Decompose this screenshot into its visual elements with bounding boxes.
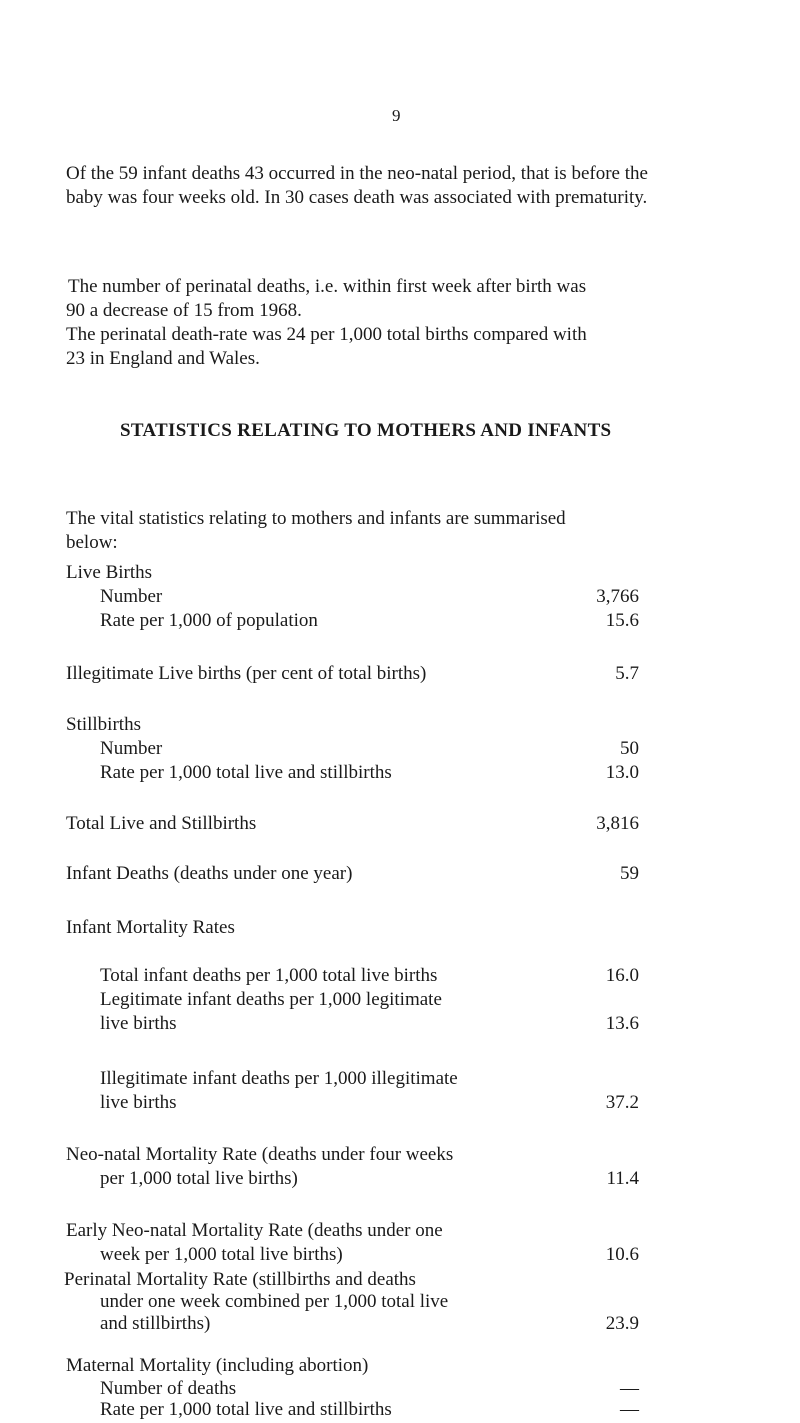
infant-deaths-label: Infant Deaths (deaths under one year) <box>66 863 353 884</box>
neonatal-label: Neo-natal Mortality Rate (deaths under four weeks <box>66 1144 454 1165</box>
infant-mortality-illegit-label: Illegitimate infant deaths per 1,000 illegitimate <box>100 1068 458 1089</box>
paragraph-perinatal <box>66 275 666 371</box>
live-births-rate-label: Rate per 1,000 of population <box>100 610 318 631</box>
infant-mortality-total-value: 16.0 <box>605 965 639 986</box>
infant-mortality-illegit-label-cont: live births <box>100 1092 177 1113</box>
paragraph-line: 90 a decrease of 15 from 1968. <box>66 300 302 321</box>
perinatal-label-cont: under one week combined per 1,000 total live <box>100 1291 449 1312</box>
stillbirths-rate-label: Rate per 1,000 total live and stillbirths <box>100 762 392 783</box>
maternal-rate-label: Rate per 1,000 total live and stillbirths <box>100 1399 392 1420</box>
maternal-rate-value: — <box>620 1399 639 1420</box>
neonatal-label-cont: per 1,000 total live births) <box>100 1168 298 1189</box>
intro-text <box>66 507 666 555</box>
paragraph-line <box>66 275 666 299</box>
infant-deaths-value: 59 <box>620 863 639 884</box>
live-births-number-label: Number <box>100 586 163 607</box>
early-neonatal-label-cont: week per 1,000 total live births) <box>100 1244 343 1265</box>
stillbirths-number-label: Number <box>100 738 163 759</box>
perinatal-label: Perinatal Mortality Rate (stillbirths and deaths <box>64 1269 416 1290</box>
maternal-number-label: Number of deaths <box>100 1378 237 1399</box>
page-number: 9 <box>392 106 401 125</box>
infant-mortality-legit-value: 13.6 <box>605 1013 639 1034</box>
infant-mortality-legit-label-cont: live births <box>100 1013 177 1034</box>
illegitimate-value: 5.7 <box>615 663 639 684</box>
infant-mortality-legit-label: Legitimate infant deaths per 1,000 legitimate <box>100 989 442 1010</box>
paragraph-line: 23 in England and Wales. <box>66 348 260 369</box>
intro-line: below: <box>66 532 118 553</box>
paragraph-line: The perinatal death-rate was 24 per 1,000 total births compared with <box>66 324 587 345</box>
maternal-number-value: — <box>620 1378 639 1399</box>
perinatal-value: 23.9 <box>605 1313 639 1334</box>
section-heading: STATISTICS RELATING TO MOTHERS AND INFANTS <box>120 420 612 441</box>
intro-line: The vital statistics relating to mothers and infants are summarised <box>66 508 566 529</box>
neonatal-value: 11.4 <box>606 1168 639 1189</box>
early-neonatal-value: 10.6 <box>605 1244 639 1265</box>
infant-mortality-total-label: Total infant deaths per 1,000 total live births <box>100 965 438 986</box>
live-births-heading: Live Births <box>66 562 153 583</box>
stillbirths-heading: Stillbirths <box>66 714 141 735</box>
illegitimate-label: Illegitimate Live births (per cent of total births) <box>66 663 427 684</box>
infant-mortality-heading: Infant Mortality Rates <box>66 917 235 938</box>
stillbirths-rate-value: 13.0 <box>605 762 639 783</box>
live-births-number-value: 3,766 <box>596 586 639 607</box>
total-live-still-label: Total Live and Stillbirths <box>66 813 257 834</box>
stillbirths-number-value: 50 <box>620 738 639 759</box>
total-live-still-value: 3,816 <box>596 813 639 834</box>
early-neonatal-label: Early Neo-natal Mortality Rate (deaths under one <box>66 1220 443 1241</box>
p2-line1: The number of perinatal deaths, i.e. within first week after birth was <box>68 276 587 297</box>
infant-mortality-illegit-value: 37.2 <box>605 1092 639 1113</box>
perinatal-label-cont2: and stillbirths) <box>100 1313 211 1334</box>
maternal-heading: Maternal Mortality (including abortion) <box>66 1355 369 1376</box>
live-births-rate-value: 15.6 <box>605 610 639 631</box>
paragraph-infant-deaths: Of the 59 infant deaths 43 occurred in the neo-natal period, that is before the baby was four weeks old. In 30 cases death was associated with prematurity. <box>66 163 648 208</box>
